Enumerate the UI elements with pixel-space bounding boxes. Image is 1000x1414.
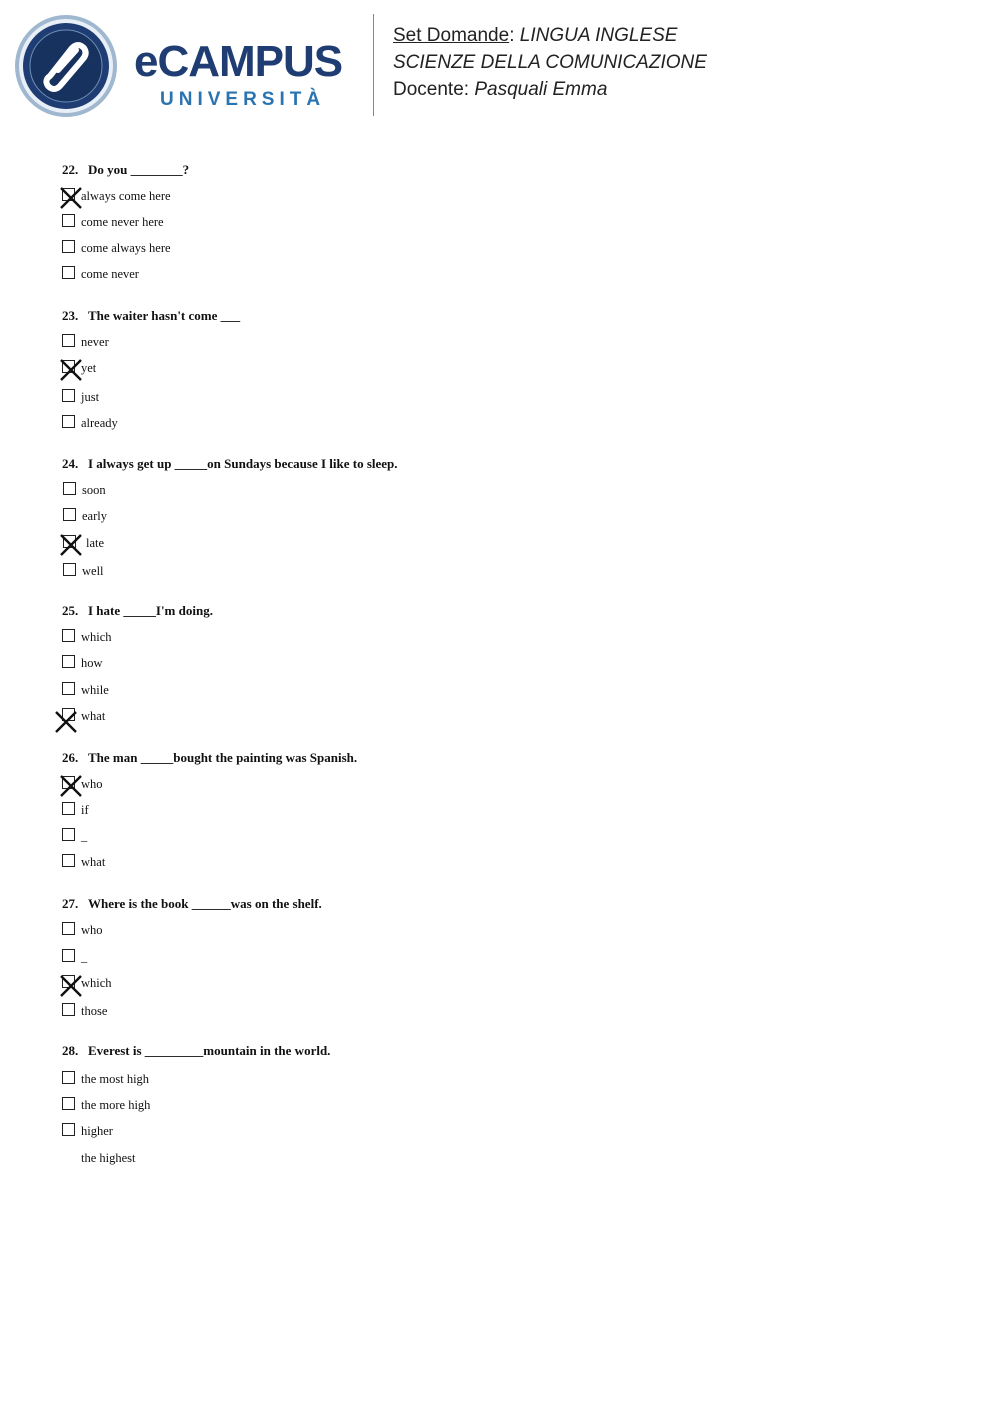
option-label: which [81,630,112,644]
option-label: what [81,855,106,869]
question-text: Everest is _________mountain in the world. [88,1043,331,1058]
course-name: SCIENZE DELLA COMUNICAZIONE [393,52,707,73]
question-text: Where is the book ______was on the shelf. [88,896,322,911]
option-label: yet [81,361,97,375]
question-title [62,1042,330,1060]
cross-mark-icon [59,774,83,798]
option-label: _ [81,950,88,964]
checkbox[interactable] [62,415,75,428]
question-number: 23. [62,308,79,323]
cross-mark-icon [59,533,83,557]
docente-line [393,76,707,103]
option-label: soon [82,483,106,497]
checkbox[interactable] [63,508,76,521]
set-line: Set Domande: LINGUA INGLESE [393,25,678,46]
question-number: 25. [62,603,79,618]
question-number: 26. [62,750,79,765]
option-label: just [81,390,100,404]
header-divider [373,14,374,116]
checkbox[interactable] [62,682,75,695]
question-24 [62,455,398,578]
header-info [393,22,707,103]
checkbox[interactable] [62,854,75,867]
question-23 [62,307,241,430]
docente-label: Docente: [393,79,470,100]
option-label: higher [81,1124,113,1138]
question-28 [62,1042,331,1165]
option-label: the highest [81,1151,136,1165]
checkbox[interactable] [62,389,75,402]
checkbox[interactable] [62,802,75,815]
option-label: _ [81,829,88,843]
option-label: always come here [81,189,171,203]
checkbox[interactable] [62,214,75,227]
option-label: already [81,416,118,430]
question-number: 28. [62,1043,79,1058]
question-22 [62,161,190,281]
docente-name: Pasquali Emma [474,79,608,100]
page-header [0,0,1000,130]
option-label: never [81,335,109,349]
question-text: The man _____bought the painting was Spanish. [88,750,358,765]
question-text: Do you ________? [88,162,190,177]
option-label: those [81,1004,108,1018]
option-label: come always here [81,241,171,255]
option-label: come never [81,267,139,281]
option-label: the more high [81,1098,151,1112]
checkbox[interactable] [62,949,75,962]
question-title [62,749,357,767]
universita-wordmark: UNIVERSITÀ [160,89,326,110]
set-value: LINGUA INGLESE [519,25,678,46]
checkbox[interactable] [62,1071,75,1084]
checkbox[interactable] [62,334,75,347]
checkbox[interactable] [63,482,76,495]
question-title [62,602,213,620]
ecampus-seal-logo [14,14,118,118]
question-text: I always get up _____on Sundays because I like to sleep. [88,456,398,471]
checkbox[interactable] [62,1123,75,1136]
checkbox[interactable] [62,1097,75,1110]
option-label: which [81,976,112,990]
option-label: late [86,536,105,550]
question-number: 27. [62,896,79,911]
question-title [62,455,398,473]
course-line [393,49,707,76]
checkbox[interactable] [63,563,76,576]
option-label: early [82,509,107,523]
question-title [62,161,189,179]
checkbox[interactable] [62,922,75,935]
question-27 [62,895,322,1018]
option-label: the most high [81,1072,150,1086]
option-label: while [81,683,109,697]
cross-mark-icon [59,358,83,382]
checkbox[interactable] [62,1003,75,1016]
option-label: who [81,923,103,937]
question-title [62,307,240,325]
question-number: 22. [62,162,79,177]
ecampus-wordmark: eCAMPUS [134,37,343,86]
set-label: Set Domande [393,25,510,46]
option-label: come never here [81,215,164,229]
option-label: how [81,656,103,670]
option-label: well [82,564,104,578]
question-number: 24. [62,456,79,471]
cross-mark-icon [59,186,83,210]
checkbox[interactable] [62,828,75,841]
question-26 [62,749,358,869]
question-text: I hate _____I'm doing. [88,603,213,618]
cross-mark-icon [54,710,78,734]
question-title [62,895,322,913]
option-label: what [81,709,106,723]
checkbox[interactable] [62,629,75,642]
option-label: if [81,803,89,817]
option-label: who [81,777,103,791]
cross-mark-icon [59,974,83,998]
checkbox[interactable] [62,266,75,279]
question-text: The waiter hasn't come ___ [88,308,241,323]
checkbox[interactable] [62,655,75,668]
question-25 [62,602,213,723]
checkbox[interactable] [62,240,75,253]
